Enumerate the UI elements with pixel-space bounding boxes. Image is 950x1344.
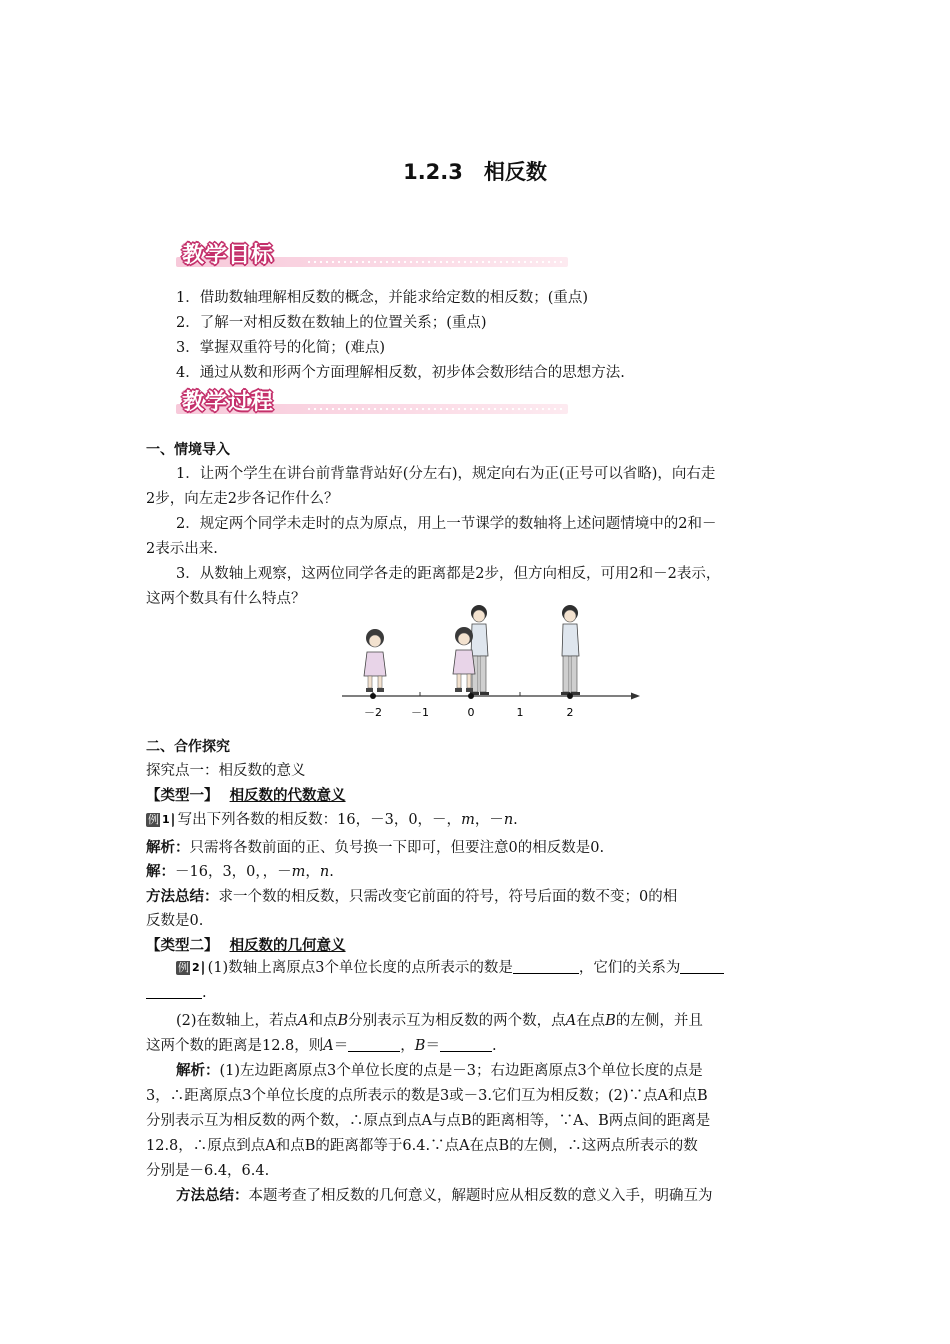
explore-point: 探究点一：相反数的意义 bbox=[146, 763, 306, 779]
answer-blank bbox=[680, 959, 724, 974]
text: ＝ bbox=[333, 1038, 349, 1054]
summary-text: 求一个数的相反数，只需改变它前面的符号，符号后面的数不变；0的相 bbox=[218, 889, 678, 905]
var: B bbox=[605, 1013, 616, 1029]
answer-blank bbox=[440, 1037, 492, 1052]
girl-figure-left bbox=[364, 629, 386, 692]
example1-summary bbox=[146, 887, 677, 907]
text: . bbox=[202, 985, 207, 1001]
summary-text: 反数是0. bbox=[146, 913, 204, 929]
tick-label: 1 bbox=[516, 706, 524, 719]
example2-question2 bbox=[176, 1011, 703, 1031]
analysis-label: 解析： bbox=[176, 1062, 220, 1079]
boy-figure-right bbox=[561, 605, 580, 695]
part2-heading: 二、合作探究 bbox=[146, 739, 230, 755]
analysis-text: 分别是－6.4，6.4. bbox=[146, 1163, 270, 1179]
analysis-label: 解析： bbox=[146, 839, 190, 856]
answer-blank bbox=[348, 1037, 400, 1052]
banner-dots bbox=[306, 260, 562, 264]
example2-analysis bbox=[176, 1061, 703, 1081]
example1-analysis bbox=[146, 838, 604, 858]
type-title: 相反数的几何意义 bbox=[229, 937, 346, 954]
example1-question bbox=[146, 810, 518, 830]
goal-item: 3．掌握双重符号的化简；(难点) bbox=[176, 340, 386, 356]
part1-heading: 一、情境导入 bbox=[146, 442, 230, 458]
goal-item: 1．借助数轴理解相反数的概念，并能求给定数的相反数；(重点) bbox=[176, 290, 589, 306]
paragraph-line: 1．让两个学生在讲台前背靠背站好(分左右)，规定向右为正(正号可以省略)，向右走 bbox=[176, 466, 716, 482]
summary-label: 方法总结： bbox=[146, 888, 219, 905]
var: m bbox=[291, 864, 306, 880]
point-marker bbox=[370, 693, 376, 699]
section-banner-goals bbox=[176, 238, 568, 270]
var: A bbox=[323, 1038, 334, 1054]
tick-label: 0 bbox=[467, 706, 475, 719]
example1-answer bbox=[146, 862, 334, 882]
point-marker bbox=[567, 693, 573, 699]
example-badge-number: 2 bbox=[192, 961, 200, 974]
example-badge-label: 例 bbox=[178, 961, 189, 974]
example2-question2-cont bbox=[146, 1036, 497, 1056]
analysis-text: 只需将各数前面的正、负号换一下即可，但要注意0的相反数是0. bbox=[189, 840, 605, 856]
analysis-text: 分别表示互为相反数的两个数，∴原点到点A与点B的距离相等，∵A、B两点间的距离是 bbox=[146, 1113, 711, 1129]
example-badge-number: 1 bbox=[162, 813, 170, 826]
text: 这两个数的距离是12.8，则 bbox=[146, 1038, 324, 1054]
var: B bbox=[337, 1013, 349, 1029]
text: ，它们的关系为 bbox=[578, 960, 681, 976]
example-badge bbox=[146, 813, 174, 827]
text: ＝ bbox=[425, 1038, 440, 1054]
summary-text: 本题考查了相反数的几何意义，解题时应从相反数的意义入手，明确互为 bbox=[248, 1188, 713, 1204]
text: (2)在数轴上，若点 bbox=[176, 1013, 299, 1029]
type1-heading bbox=[146, 786, 346, 806]
type-label: 【类型二】 bbox=[146, 937, 219, 954]
tick-label: 2 bbox=[566, 706, 574, 719]
example2-question1-cont bbox=[146, 983, 207, 1003]
analysis-text: 3，∴距离原点3个单位长度的点所表示的数是3或－3.它们互为相反数；(2)∵点A和点B bbox=[146, 1088, 708, 1104]
analysis-text: (1)左边距离原点3个单位长度的点是－3；右边距离原点3个单位长度的点是 bbox=[219, 1063, 703, 1079]
tick-label: －1 bbox=[411, 706, 429, 719]
paragraph-line: 2表示出来. bbox=[146, 541, 218, 557]
var: A bbox=[565, 1013, 577, 1029]
boy-figure-center bbox=[470, 605, 489, 695]
goal-item: 4．通过从数和形两个方面理解相反数，初步体会数形结合的思想方法. bbox=[176, 365, 625, 381]
var: m bbox=[461, 812, 475, 828]
page-title: 1.2.3 相反数 bbox=[403, 160, 547, 184]
text: ，－ bbox=[474, 812, 504, 828]
paragraph-line: 2步，向左走2步各记作什么？ bbox=[146, 491, 339, 507]
text: . bbox=[513, 812, 518, 828]
point-marker bbox=[468, 693, 474, 699]
text: (1)数轴上离原点3个单位长度的点所表示的数是 bbox=[207, 960, 513, 976]
paragraph-line: 这两个数具有什么特点？ bbox=[146, 591, 306, 607]
type2-heading bbox=[146, 936, 346, 956]
type-title: 相反数的代数意义 bbox=[229, 787, 346, 804]
var: n bbox=[319, 864, 330, 880]
text: 分别表示互为相反数的两个数，点 bbox=[348, 1013, 566, 1029]
answer-blank bbox=[513, 959, 579, 974]
text: . bbox=[329, 864, 334, 880]
text: ， bbox=[305, 864, 320, 880]
text: . bbox=[491, 1038, 497, 1054]
paragraph-line: 3．从数轴上观察，这两位同学各走的距离都是2步，但方向相反，可用2和－2表示， bbox=[176, 566, 721, 582]
example2-question1 bbox=[176, 958, 724, 978]
example-badge bbox=[176, 961, 204, 975]
banner-label: 教学过程 bbox=[182, 390, 275, 415]
analysis-text: 12.8，∴原点到点A和点B的距离都等于6.4.∵点A在点B的左侧，∴这两点所表示的数 bbox=[146, 1138, 698, 1154]
banner-label: 教学目标 bbox=[182, 243, 275, 268]
text: 在点 bbox=[576, 1013, 606, 1029]
number-line-figure bbox=[340, 604, 642, 722]
var: B bbox=[414, 1038, 426, 1054]
answer-blank bbox=[146, 984, 202, 999]
summary-label: 方法总结： bbox=[176, 1187, 249, 1204]
example2-summary bbox=[176, 1186, 713, 1206]
text: 和点 bbox=[308, 1013, 338, 1029]
text: 写出下列各数的相反数：16，－3，0，－， bbox=[177, 812, 462, 828]
banner-dots bbox=[306, 407, 562, 411]
text: 的左侧，并且 bbox=[615, 1013, 703, 1029]
text: －16，3，0，，－ bbox=[175, 864, 292, 880]
goal-item: 2．了解一对相反数在数轴上的位置关系；(重点) bbox=[176, 315, 487, 331]
paragraph-line: 2．规定两个同学未走时的点为原点，用上一节课学的数轴将上述问题情境中的2和－ bbox=[176, 516, 717, 532]
var: n bbox=[503, 812, 514, 828]
type-label: 【类型一】 bbox=[146, 787, 219, 804]
answer-label: 解： bbox=[146, 863, 175, 880]
var: A bbox=[298, 1013, 309, 1029]
example-badge-label: 例 bbox=[148, 813, 159, 826]
section-banner-process bbox=[176, 385, 568, 417]
text: ， bbox=[400, 1038, 415, 1054]
arrow-right-icon bbox=[631, 693, 640, 700]
tick-label: －2 bbox=[364, 706, 382, 719]
